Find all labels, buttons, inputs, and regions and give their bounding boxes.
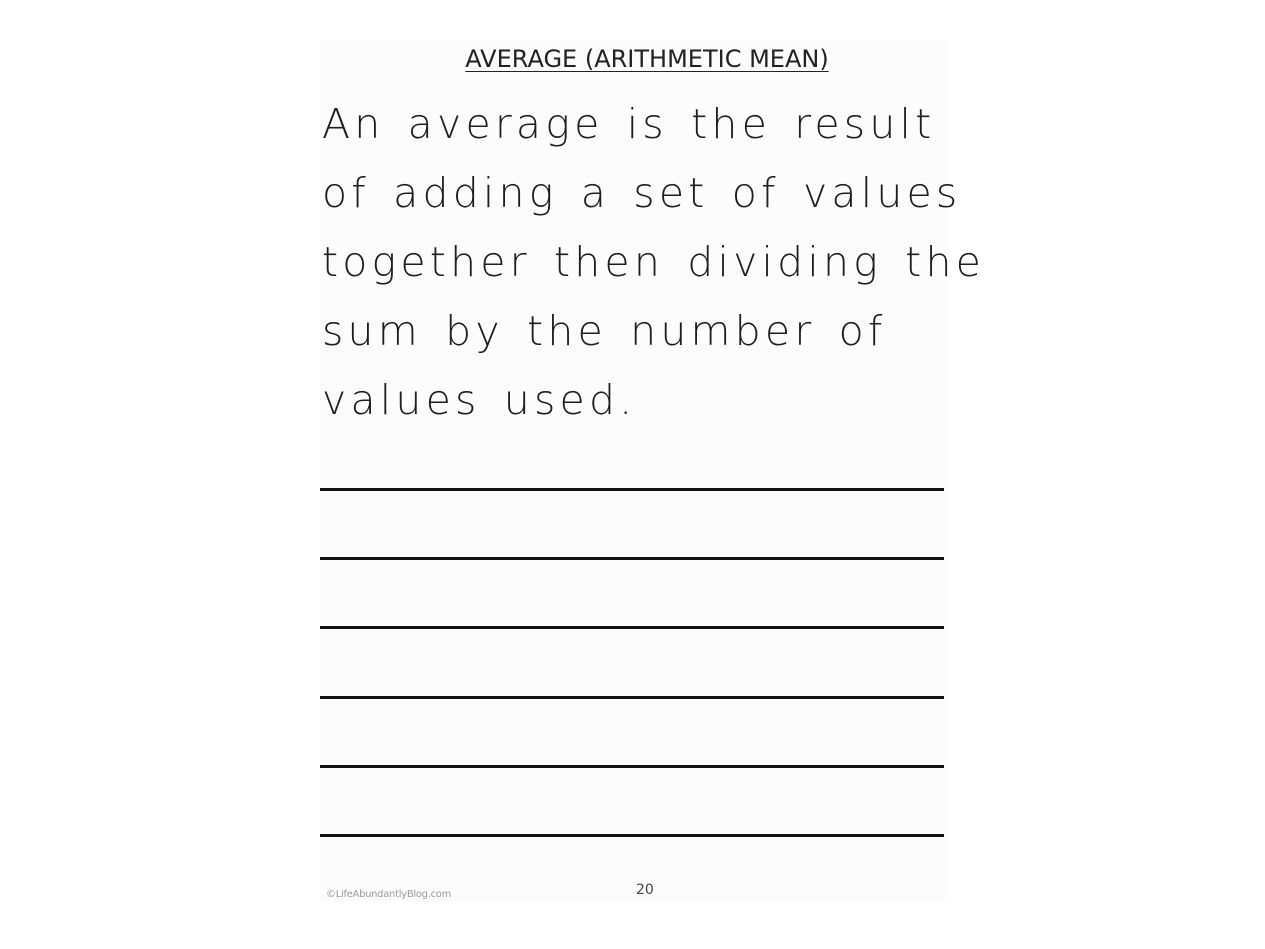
writing-line [320,696,944,699]
writing-lines [320,40,946,902]
definition-line: of adding a set of values [322,169,962,217]
page-number: 20 [636,882,654,898]
definition-line: together then dividing the [322,238,986,286]
worksheet-title-text: AVERAGE (ARITHMETIC MEAN) [465,45,829,73]
writing-line [320,765,944,768]
footer-credit: ©LifeAbundantlyBlog.com [326,889,452,900]
writing-line [320,834,944,837]
worksheet-page [320,40,986,902]
definition-line: sum by the number of [322,307,887,355]
writing-line [320,557,944,560]
definition-line: values used. [322,376,637,424]
writing-line [320,626,944,629]
definition-line: An average is the result [322,100,936,148]
writing-line [320,488,944,491]
